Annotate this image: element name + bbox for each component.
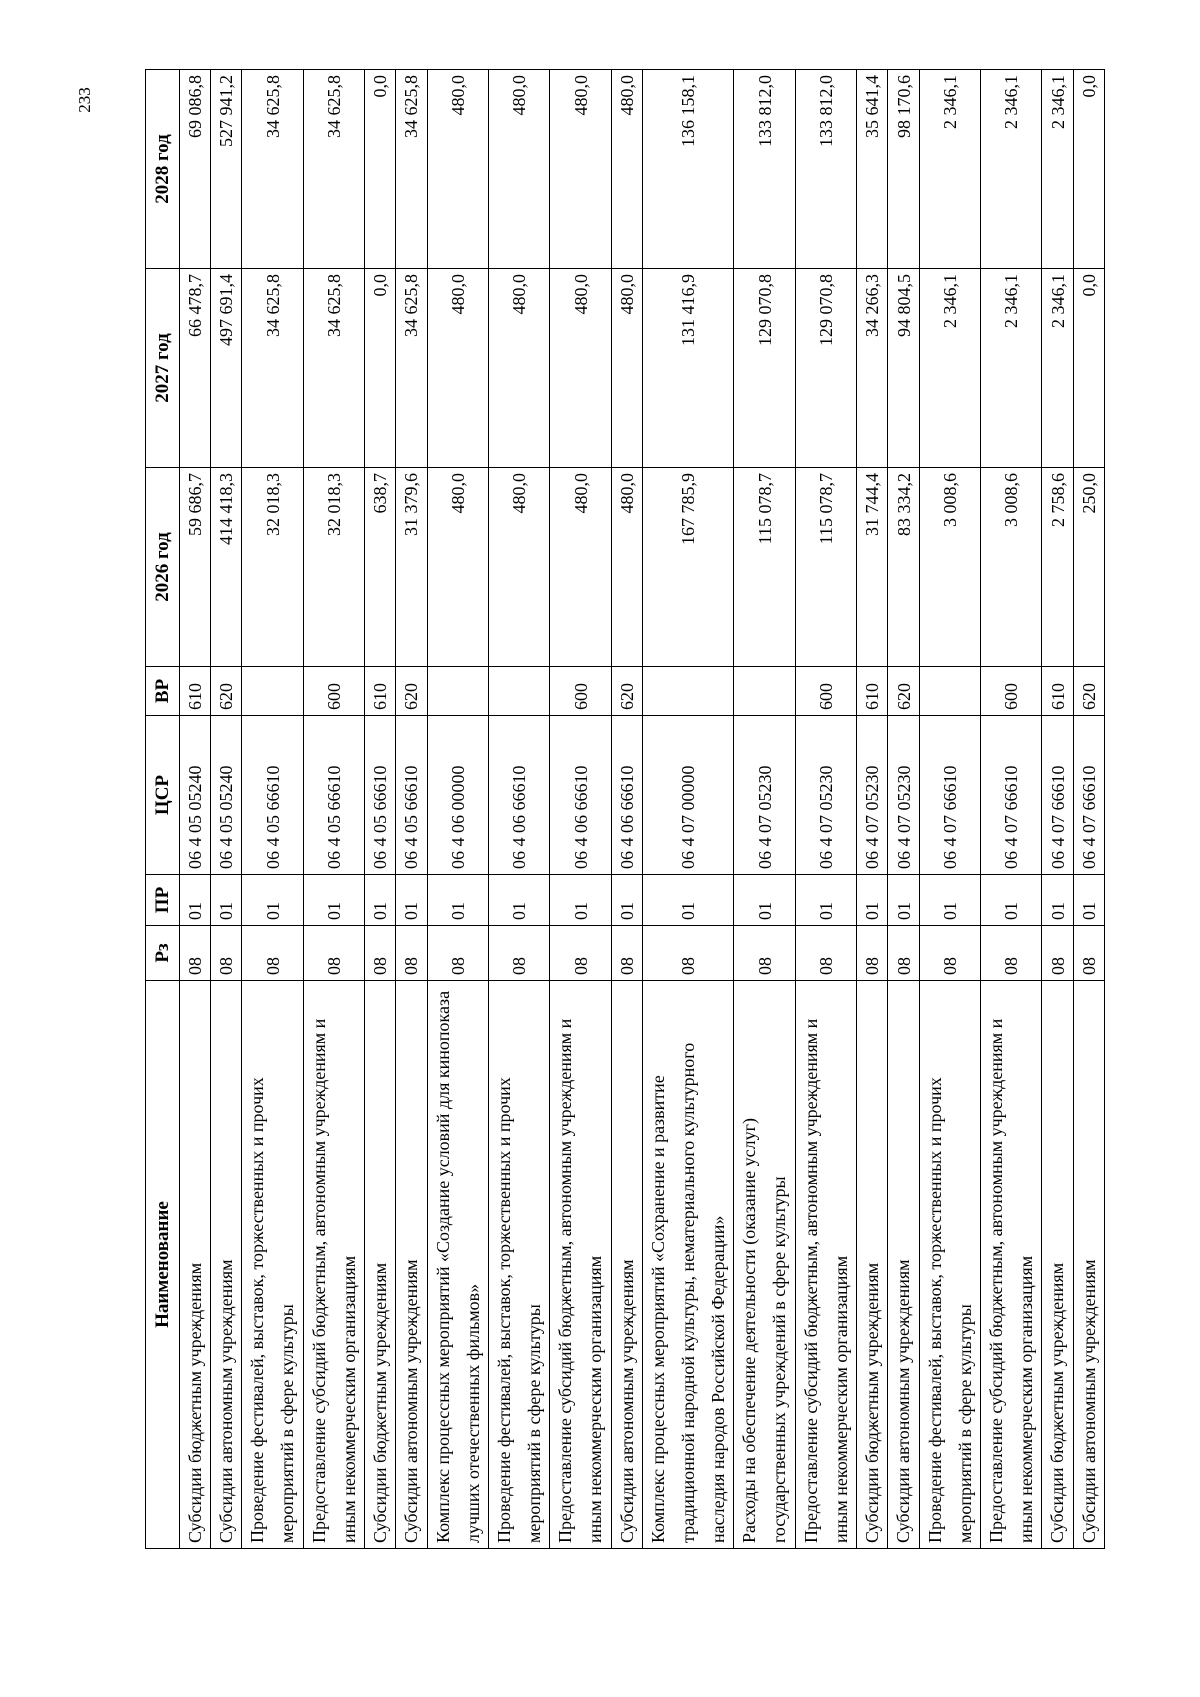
header-2026: 2026 год xyxy=(146,468,180,667)
cell-pr: 01 xyxy=(919,875,980,926)
cell-name: Субсидии автономным учреждениям xyxy=(888,981,919,1549)
cell-2027: 66 478,7 xyxy=(180,269,211,468)
cell-csr: 06 4 06 66610 xyxy=(611,716,642,875)
cell-2026: 3 008,6 xyxy=(919,468,980,667)
cell-name: Предоставление субсидий бюджетным, автономным учреждениям и иным некоммерческим организациям xyxy=(795,981,856,1549)
cell-2026: 250,0 xyxy=(1073,468,1104,667)
cell-2027: 131 416,9 xyxy=(642,269,734,468)
cell-vr: 600 xyxy=(303,667,364,716)
cell-pr: 01 xyxy=(180,875,211,926)
cell-rz: 08 xyxy=(242,926,303,981)
cell-csr: 06 4 07 66610 xyxy=(1042,716,1073,875)
cell-vr: 610 xyxy=(365,667,396,716)
cell-rz: 08 xyxy=(1042,926,1073,981)
cell-rz: 08 xyxy=(734,926,795,981)
cell-2026: 31 379,6 xyxy=(396,468,427,667)
cell-name: Комплекс процессных мероприятий «Создание условий для кинопоказа лучших отечественных фильмов» xyxy=(427,981,488,1549)
cell-csr: 06 4 06 00000 xyxy=(427,716,488,875)
cell-2026: 2 758,6 xyxy=(1042,468,1073,667)
cell-name: Субсидии автономным учреждениям xyxy=(1073,981,1104,1549)
table-row xyxy=(642,70,734,1549)
cell-name: Субсидии автономным учреждениям xyxy=(396,981,427,1549)
cell-pr: 01 xyxy=(488,875,549,926)
table-row xyxy=(1042,70,1073,1549)
cell-pr: 01 xyxy=(611,875,642,926)
budget-table-container xyxy=(145,69,1105,1549)
cell-2027: 34 625,8 xyxy=(396,269,427,468)
cell-2026: 414 418,3 xyxy=(211,468,242,667)
cell-rz: 08 xyxy=(981,926,1042,981)
table-row xyxy=(396,70,427,1549)
cell-csr: 06 4 07 66610 xyxy=(919,716,980,875)
cell-2028: 69 086,8 xyxy=(180,70,211,269)
cell-pr: 01 xyxy=(211,875,242,926)
cell-name: Предоставление субсидий бюджетным, автономным учреждениям и иным некоммерческим организациям xyxy=(981,981,1042,1549)
cell-vr: 610 xyxy=(180,667,211,716)
cell-2027: 34 625,8 xyxy=(303,269,364,468)
cell-csr: 06 4 05 05240 xyxy=(180,716,211,875)
table-row xyxy=(365,70,396,1549)
cell-2027: 94 804,5 xyxy=(888,269,919,468)
cell-csr: 06 4 06 66610 xyxy=(550,716,611,875)
cell-csr: 06 4 05 66610 xyxy=(396,716,427,875)
header-name: Наименование xyxy=(146,981,180,1549)
cell-name: Расходы на обеспечение деятельности (оказание услуг) государственных учреждений в сфере культуры xyxy=(734,981,795,1549)
cell-pr: 01 xyxy=(550,875,611,926)
cell-2026: 480,0 xyxy=(488,468,549,667)
cell-2028: 0,0 xyxy=(1073,70,1104,269)
table-row xyxy=(488,70,549,1549)
cell-rz: 08 xyxy=(888,926,919,981)
budget-table xyxy=(145,69,1105,1549)
table-row xyxy=(888,70,919,1549)
header-rz: Рз xyxy=(146,926,180,981)
cell-2028: 35 641,4 xyxy=(857,70,888,269)
cell-name: Предоставление субсидий бюджетным, автономным учреждениям и иным некоммерческим организациям xyxy=(303,981,364,1549)
cell-2028: 2 346,1 xyxy=(981,70,1042,269)
cell-vr xyxy=(919,667,980,716)
cell-2028: 34 625,8 xyxy=(396,70,427,269)
cell-pr: 01 xyxy=(427,875,488,926)
cell-vr: 620 xyxy=(611,667,642,716)
header-pr: ПР xyxy=(146,875,180,926)
cell-pr: 01 xyxy=(1042,875,1073,926)
table-row xyxy=(919,70,980,1549)
cell-2026: 480,0 xyxy=(550,468,611,667)
cell-2028: 133 812,0 xyxy=(795,70,856,269)
cell-rz: 08 xyxy=(550,926,611,981)
cell-rz: 08 xyxy=(1073,926,1104,981)
rotated-table-frame xyxy=(145,69,1105,1549)
table-row xyxy=(1073,70,1104,1549)
cell-2027: 497 691,4 xyxy=(211,269,242,468)
cell-2028: 480,0 xyxy=(427,70,488,269)
cell-2026: 167 785,9 xyxy=(642,468,734,667)
cell-2028: 2 346,1 xyxy=(919,70,980,269)
header-vr: ВР xyxy=(146,667,180,716)
cell-2028: 480,0 xyxy=(611,70,642,269)
cell-rz: 08 xyxy=(857,926,888,981)
cell-2026: 115 078,7 xyxy=(734,468,795,667)
cell-name: Субсидии автономным учреждениям xyxy=(611,981,642,1549)
cell-pr: 01 xyxy=(734,875,795,926)
header-csr: ЦСР xyxy=(146,716,180,875)
table-row xyxy=(611,70,642,1549)
cell-2027: 34 625,8 xyxy=(242,269,303,468)
cell-csr: 06 4 07 05230 xyxy=(734,716,795,875)
cell-2027: 2 346,1 xyxy=(981,269,1042,468)
cell-vr: 600 xyxy=(981,667,1042,716)
cell-rz: 08 xyxy=(488,926,549,981)
cell-name: Проведение фестивалей, выставок, торжественных и прочих мероприятий в сфере культуры xyxy=(919,981,980,1549)
cell-vr: 610 xyxy=(1042,667,1073,716)
cell-2028: 480,0 xyxy=(550,70,611,269)
cell-vr: 620 xyxy=(1073,667,1104,716)
table-header-row xyxy=(146,70,180,1549)
table-row xyxy=(981,70,1042,1549)
cell-name: Предоставление субсидий бюджетным, автономным учреждениям и иным некоммерческим организациям xyxy=(550,981,611,1549)
header-2027: 2027 год xyxy=(146,269,180,468)
cell-2026: 638,7 xyxy=(365,468,396,667)
cell-rz: 08 xyxy=(795,926,856,981)
cell-vr: 620 xyxy=(888,667,919,716)
cell-pr: 01 xyxy=(396,875,427,926)
cell-vr: 620 xyxy=(211,667,242,716)
cell-rz: 08 xyxy=(642,926,734,981)
table-row xyxy=(857,70,888,1549)
cell-vr: 600 xyxy=(795,667,856,716)
cell-2028: 34 625,8 xyxy=(242,70,303,269)
cell-pr: 01 xyxy=(642,875,734,926)
cell-vr: 610 xyxy=(857,667,888,716)
cell-pr: 01 xyxy=(981,875,1042,926)
cell-name: Субсидии бюджетным учреждениям xyxy=(365,981,396,1549)
cell-2027: 480,0 xyxy=(611,269,642,468)
cell-rz: 08 xyxy=(919,926,980,981)
cell-csr: 06 4 06 66610 xyxy=(488,716,549,875)
cell-2026: 31 744,4 xyxy=(857,468,888,667)
cell-name: Проведение фестивалей, выставок, торжественных и прочих мероприятий в сфере культуры xyxy=(242,981,303,1549)
cell-2026: 83 334,2 xyxy=(888,468,919,667)
table-body xyxy=(180,70,1105,1549)
cell-2027: 2 346,1 xyxy=(919,269,980,468)
cell-2027: 2 346,1 xyxy=(1042,269,1073,468)
cell-2026: 32 018,3 xyxy=(242,468,303,667)
cell-rz: 08 xyxy=(427,926,488,981)
cell-vr xyxy=(642,667,734,716)
cell-pr: 01 xyxy=(1073,875,1104,926)
cell-2028: 98 170,6 xyxy=(888,70,919,269)
cell-2027: 480,0 xyxy=(427,269,488,468)
cell-2028: 34 625,8 xyxy=(303,70,364,269)
header-2028: 2028 год xyxy=(146,70,180,269)
cell-2027: 0,0 xyxy=(1073,269,1104,468)
cell-pr: 01 xyxy=(857,875,888,926)
cell-2027: 480,0 xyxy=(488,269,549,468)
cell-2026: 480,0 xyxy=(611,468,642,667)
cell-2026: 480,0 xyxy=(427,468,488,667)
cell-csr: 06 4 07 00000 xyxy=(642,716,734,875)
cell-name: Субсидии автономным учреждениям xyxy=(211,981,242,1549)
cell-csr: 06 4 07 05230 xyxy=(795,716,856,875)
cell-2028: 136 158,1 xyxy=(642,70,734,269)
table-row xyxy=(242,70,303,1549)
cell-name: Субсидии бюджетным учреждениям xyxy=(1042,981,1073,1549)
cell-2026: 32 018,3 xyxy=(303,468,364,667)
table-row xyxy=(550,70,611,1549)
cell-pr: 01 xyxy=(888,875,919,926)
cell-2026: 59 686,7 xyxy=(180,468,211,667)
cell-2028: 480,0 xyxy=(488,70,549,269)
cell-csr: 06 4 05 66610 xyxy=(242,716,303,875)
cell-rz: 08 xyxy=(611,926,642,981)
cell-csr: 06 4 05 05240 xyxy=(211,716,242,875)
cell-vr xyxy=(427,667,488,716)
cell-name: Комплекс процессных мероприятий «Сохранение и развитие традиционной народной культуры, нематериального культурного наследия народов Российской Федерации» xyxy=(642,981,734,1549)
table-row xyxy=(180,70,211,1549)
cell-name: Субсидии бюджетным учреждениям xyxy=(857,981,888,1549)
cell-rz: 08 xyxy=(211,926,242,981)
cell-2027: 0,0 xyxy=(365,269,396,468)
table-row xyxy=(734,70,795,1549)
cell-csr: 06 4 07 05230 xyxy=(857,716,888,875)
cell-pr: 01 xyxy=(303,875,364,926)
table-row xyxy=(427,70,488,1549)
cell-2028: 527 941,2 xyxy=(211,70,242,269)
cell-pr: 01 xyxy=(242,875,303,926)
cell-csr: 06 4 07 05230 xyxy=(888,716,919,875)
cell-2026: 115 078,7 xyxy=(795,468,856,667)
cell-vr xyxy=(488,667,549,716)
table-row xyxy=(211,70,242,1549)
cell-2027: 480,0 xyxy=(550,269,611,468)
cell-vr xyxy=(734,667,795,716)
table-row xyxy=(795,70,856,1549)
cell-2027: 129 070,8 xyxy=(795,269,856,468)
page-number: 233 xyxy=(75,87,94,113)
cell-vr: 620 xyxy=(396,667,427,716)
cell-2027: 129 070,8 xyxy=(734,269,795,468)
cell-2028: 2 346,1 xyxy=(1042,70,1073,269)
cell-pr: 01 xyxy=(365,875,396,926)
cell-csr: 06 4 05 66610 xyxy=(365,716,396,875)
cell-2026: 3 008,6 xyxy=(981,468,1042,667)
cell-vr: 600 xyxy=(550,667,611,716)
cell-2028: 133 812,0 xyxy=(734,70,795,269)
cell-csr: 06 4 07 66610 xyxy=(1073,716,1104,875)
cell-rz: 08 xyxy=(396,926,427,981)
cell-2027: 34 266,3 xyxy=(857,269,888,468)
cell-csr: 06 4 07 66610 xyxy=(981,716,1042,875)
table-row xyxy=(303,70,364,1549)
cell-csr: 06 4 05 66610 xyxy=(303,716,364,875)
cell-rz: 08 xyxy=(365,926,396,981)
cell-name: Субсидии бюджетным учреждениям xyxy=(180,981,211,1549)
cell-2028: 0,0 xyxy=(365,70,396,269)
cell-name: Проведение фестивалей, выставок, торжественных и прочих мероприятий в сфере культуры xyxy=(488,981,549,1549)
cell-rz: 08 xyxy=(303,926,364,981)
cell-pr: 01 xyxy=(795,875,856,926)
cell-vr xyxy=(242,667,303,716)
cell-rz: 08 xyxy=(180,926,211,981)
